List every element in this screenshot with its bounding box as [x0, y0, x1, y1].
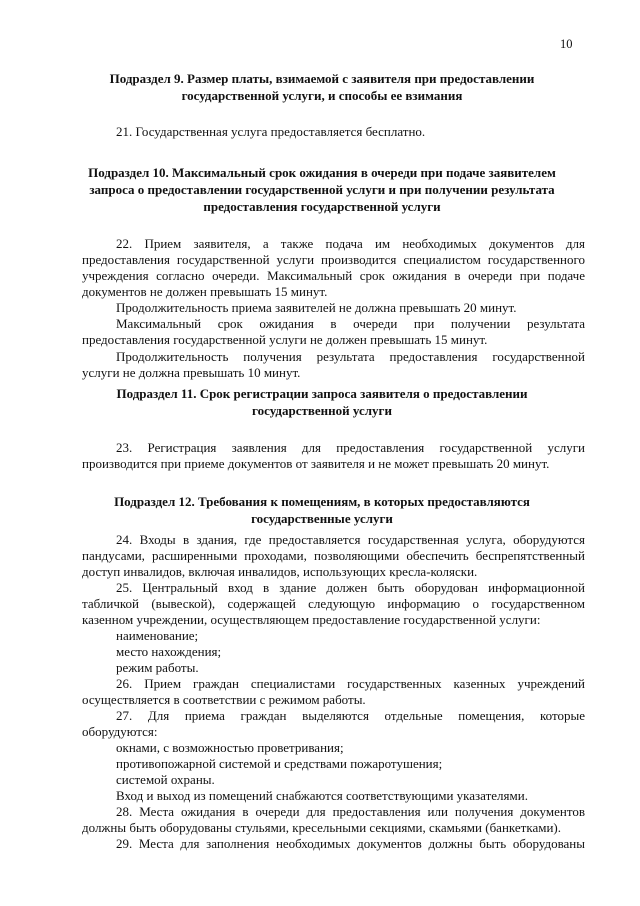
section-12-heading-line-1: Подраздел 12. Требования к помещениям, в которых предоставляются: [114, 494, 530, 509]
paragraph-23-line-2: производится при приеме документов от заявителя и не может превышать 20 минут.: [82, 456, 550, 471]
paragraph-24-line-2: пандусами, расширенными проходами, позволяющими обеспечить беспрепятственный: [82, 548, 585, 563]
paragraph-22-line-6: Максимальный срок ожидания в очереди при получении результата: [116, 316, 585, 331]
paragraph-25-line-3: казенном учреждении, осуществляющем предоставление государственной услуги:: [82, 612, 541, 627]
paragraph-22-line-2: предоставления государственной услуги производится специалистом государственного: [82, 252, 585, 267]
paragraph-27-line-1: 27. Для приема граждан выделяются отдельные помещения, которые: [116, 708, 585, 723]
section-10-heading-line-3: предоставления государственной услуги: [203, 199, 441, 214]
section-12-heading-line-2: государственные услуги: [251, 511, 393, 526]
paragraph-22-line-5: Продолжительность приема заявителей не должна превышать 20 минут.: [116, 300, 517, 315]
section-9-heading-line-2: государственной услуги, и способы ее взимания: [181, 88, 463, 103]
paragraph-25-item-3: режим работы.: [116, 660, 199, 675]
paragraph-24-line-1: 24. Входы в здания, где предоставляется государственная услуга, оборудуются: [116, 532, 585, 547]
paragraph-25-line-2: табличкой (вывеской), содержащей следующую информацию о государственном: [82, 596, 585, 611]
paragraph-22-line-3: учреждения согласно очереди. Максимальный срок ожидания в очереди при подаче: [82, 268, 585, 283]
section-9-heading-line-1: Подраздел 9. Размер платы, взимаемой с заявителя при предоставлении: [109, 71, 535, 86]
paragraph-23-line-1: 23. Регистрация заявления для предоставления государственной услуги: [116, 440, 585, 455]
paragraph-22-line-9: услуги не должна превышать 10 минут.: [82, 365, 301, 380]
paragraph-22-line-7: предоставления государственной услуги не должен превышать 15 минут.: [82, 332, 488, 347]
paragraph-27-item-1: окнами, с возможностью проветривания;: [116, 740, 344, 755]
paragraph-22-line-4: документов не должен превышать 15 минут.: [82, 284, 328, 299]
paragraph-25-item-2: место нахождения;: [116, 644, 222, 659]
paragraph-27-item-3: системой охраны.: [116, 772, 215, 787]
paragraph-24-line-3: доступ инвалидов, включая инвалидов, использующих кресла-коляски.: [82, 564, 478, 579]
paragraph-27-line-3: Вход и выход из помещений снабжаются соответствующими указателями.: [116, 788, 528, 803]
paragraph-27-item-2: противопожарной системой и средствами пожаротушения;: [116, 756, 443, 771]
paragraph-25-item-1: наименование;: [116, 628, 199, 643]
page-number: 10: [560, 37, 573, 51]
section-10-heading-line-1: Подраздел 10. Максимальный срок ожидания в очереди при подаче заявителем: [88, 165, 556, 180]
section-11-heading-line-2: государственной услуги: [252, 403, 392, 418]
section-11-heading-line-1: Подраздел 11. Срок регистрации запроса заявителя о предоставлении: [116, 386, 528, 401]
paragraph-29-line-1: 29. Места для заполнения необходимых документов должны быть оборудованы: [116, 836, 585, 851]
paragraph-26-line-1: 26. Прием граждан специалистами государственных казенных учреждений: [116, 676, 585, 691]
paragraph-25-line-1: 25. Центральный вход в здание должен быть оборудован информационной: [116, 580, 585, 595]
paragraph-28-line-1: 28. Места ожидания в очереди для предоставления или получения документов: [116, 804, 585, 819]
paragraph-21: 21. Государственная услуга предоставляется бесплатно.: [116, 124, 426, 139]
paragraph-26-line-2: осуществляется в соответствии с режимом работы.: [82, 692, 366, 707]
paragraph-27-line-2: оборудуются:: [82, 724, 158, 739]
paragraph-22-line-1: 22. Прием заявителя, а также подача им необходимых документов для: [116, 236, 585, 251]
paragraph-22-line-8: Продолжительность получения результата предоставления государственной: [116, 349, 585, 364]
paragraph-28-line-2: должны быть оборудованы стульями, кресельными секциями, скамьями (банкетками).: [82, 820, 562, 835]
section-10-heading-line-2: запроса о предоставлении государственной услуги и при получении результата: [89, 182, 555, 197]
